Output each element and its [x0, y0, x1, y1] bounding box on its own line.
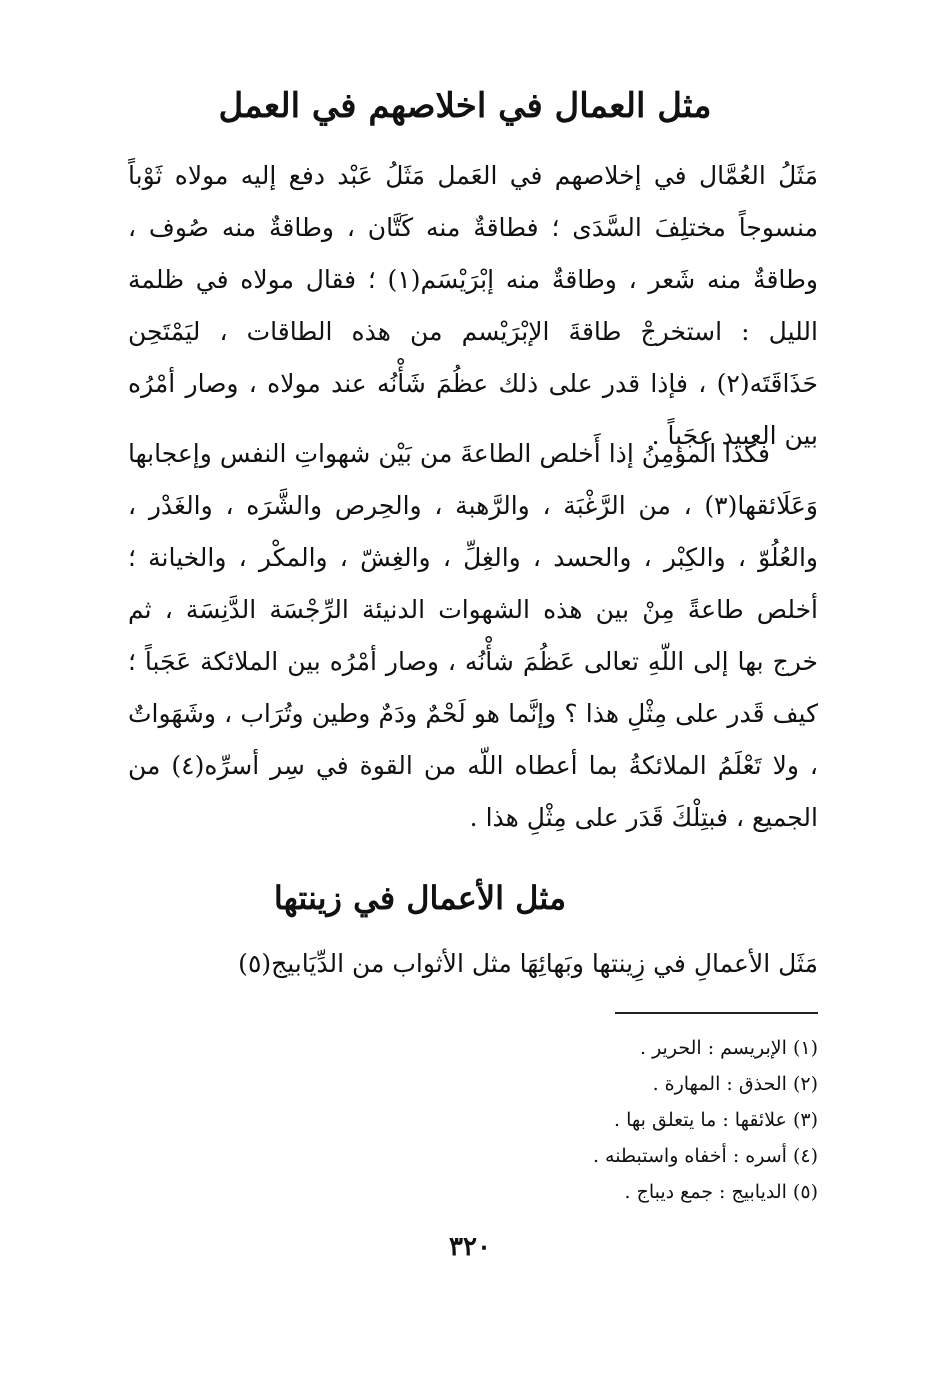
footnote-divider [615, 1012, 818, 1014]
paragraph-believer-sincerity [128, 428, 818, 844]
footnote-item: (٤) أسره : أخفاه واستبطنه . [592, 1145, 818, 1167]
section-title-work-sincerity: مثل العمال في اخلاصهم في العمل [218, 86, 712, 126]
paragraph-deeds-adornment: مَثَل الأعمالِ في زِينتها وبَهائِهَا مثل الأثواب من الدِّيَابيج(٥) [238, 949, 818, 978]
footnote-item: (٢) الحذق : المهارة . [652, 1073, 818, 1095]
section-title-deeds-adornment: مثل الأعمال في زينتها [273, 879, 567, 917]
footnote-item: (١) الإبريسم : الحرير . [639, 1037, 818, 1059]
footnote-item: (٣) علائقها : ما يتعلق بها . [614, 1109, 818, 1131]
page-number: ٣٢٠ [449, 1232, 491, 1262]
footnote-item: (٥) الديابيج : جمع ديباج . [624, 1181, 818, 1203]
paragraph-parable-weaving: مَثَلُ العُمَّال في إخلاصهم في العَمل مَثَلُ عَبْد دفع إليه مولاه ثَوْباً منسوجاً مختلِفَ السَّدَى ؛ فطاقةٌ منه كَتَّان ، وطاقةٌ منه صُوف ، وطاقةٌ منه شَعر ، وطاقةٌ منه إبْرَيْسَم(١) ؛ فقال مولاه في ظلمة الليل : استخرجْ طاقةَ الإبْرَيْسم من هذه الطاقات ، ليَمْتَحِن حَذَاقَتَه(٢) ، فإذا قدر على ذلك عظُمَ شَأْنُه عند مولاه ، وصار أمْرُه بين العبيد عجَباً . [128, 161, 818, 450]
paragraph-believer-text: فكذا المؤمِنُ إذا أَخلص الطاعةَ من بَيْن شهواتِ النفس وإعجابها وَعَلَائقها(٣) ، من الرَّغْبَة ، والرَّهبة ، والحِرص والشَّرَه ، والغَدْر ، والعُلُوّ ، والكِبْر ، والحسد ، والغِلِّ ، والغِشّ ، والمكْر ، والخيانة ؛ أخلص طاعةً مِنْ بين هذه الشهوات الدنيئة الرِّجْسَة الدَّنِسَة ، ثم خرج بها إلى اللّهِ تعالى عَظُمَ شأْنُه ، وصار أمْرُه بين الملائكة عَجَباً ؛ كيف قَدر على مِثْلِ هذا ؟ وإنَّما هو لَحْمٌ ودَمٌ وطين وتُرَاب ، وشَهَواتٌ ، ولا تَعْلَمُ الملائكةُ بما أعطاه اللّه من القوة في سِر أسرِّه(٤) من الجميع ، فبتِلْكَ قَدَر على مِثْلِ هذا . [128, 439, 818, 832]
footnotes-list [400, 1030, 818, 1210]
